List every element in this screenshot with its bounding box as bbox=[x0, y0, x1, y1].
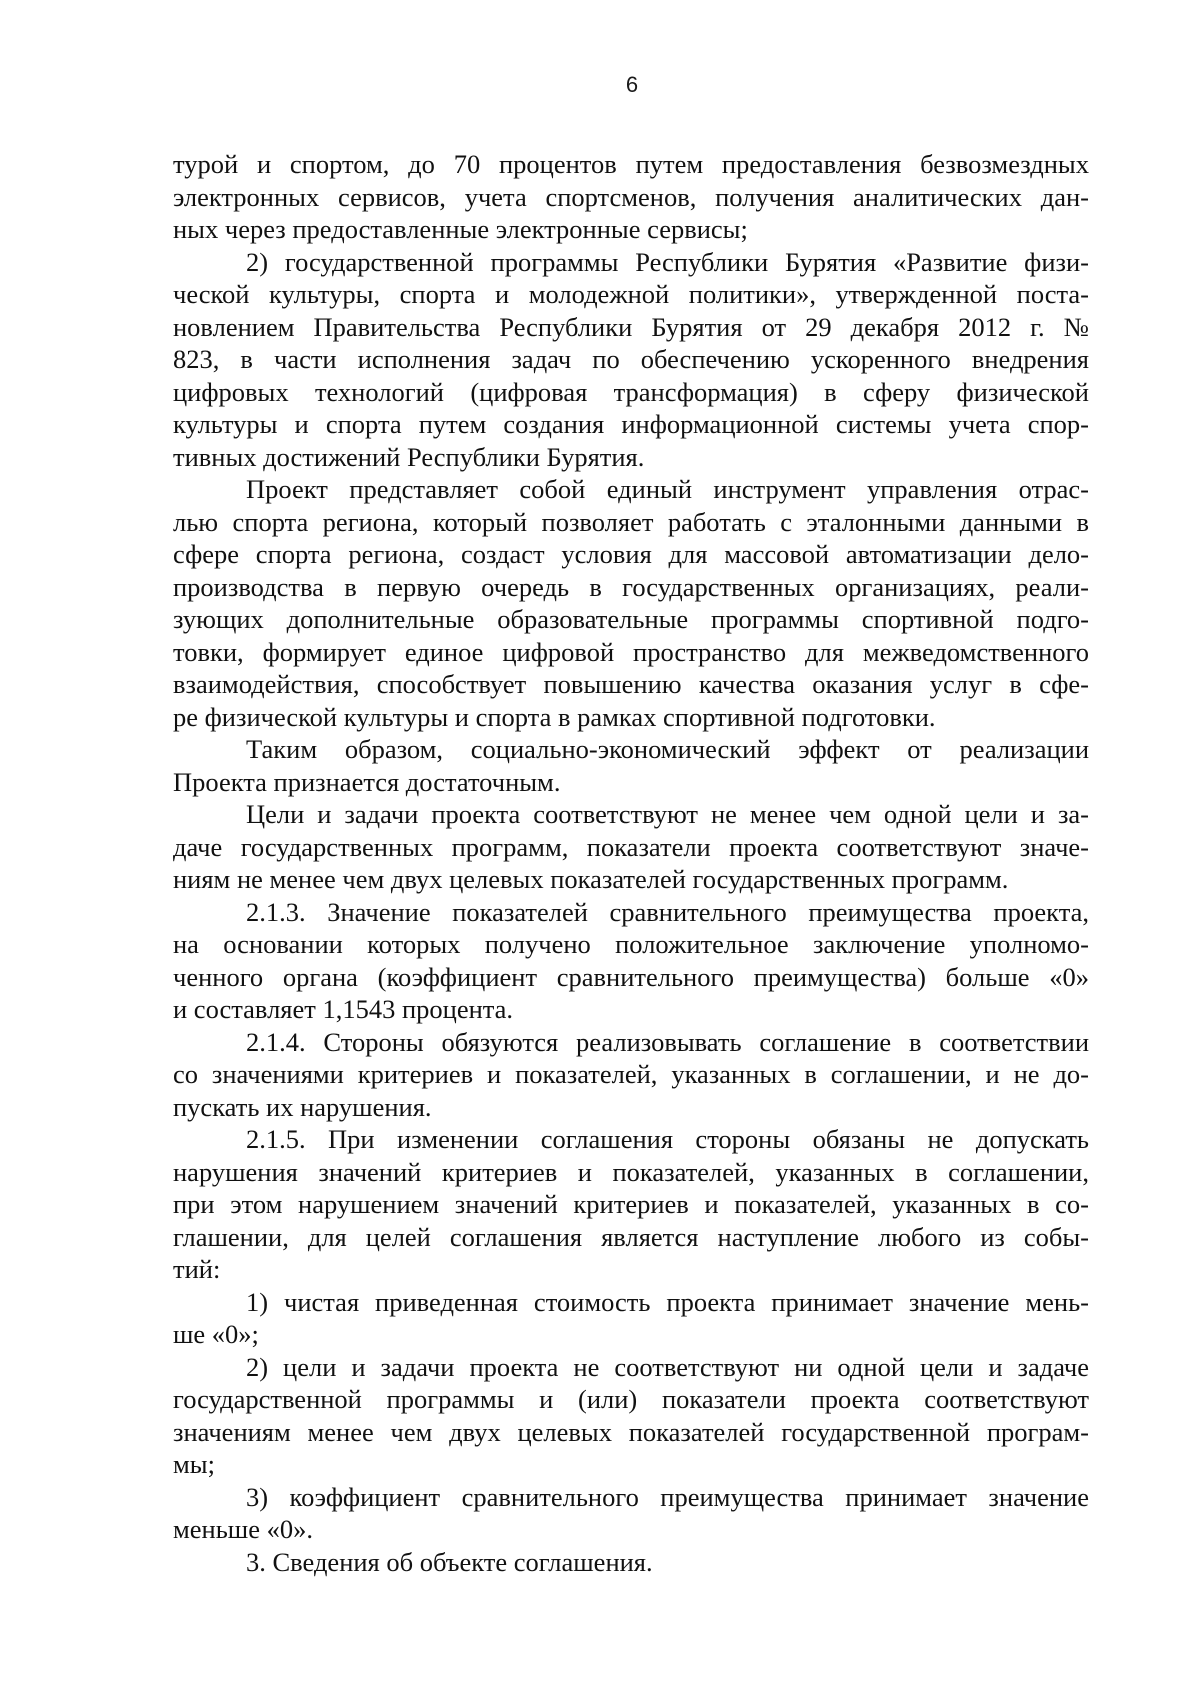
text-line: сфере спорта региона, создаст условия для массовой автоматизации дело- bbox=[173, 539, 1089, 569]
text-line: пускать их нарушения. bbox=[173, 1091, 432, 1122]
text-line: со значениями критериев и показателей, указанных в соглашении, и не до- bbox=[173, 1059, 1089, 1089]
paragraph bbox=[173, 896, 1089, 1026]
text-line: 823, в части исполнения задач по обеспечению ускоренного внедрения bbox=[173, 344, 1089, 374]
text-line: ше «0»; bbox=[173, 1319, 259, 1349]
text-line: и составляет 1,1543 процента. bbox=[173, 994, 514, 1024]
text-line: государственной программы и (или) показатели проекта соответствуют bbox=[173, 1384, 1089, 1414]
text-line: 2) цели и задачи проекта не соответствуют ни одной цели и задаче bbox=[246, 1351, 1089, 1382]
text-line: ре физической культуры и спорта в рамках спортивной подготовки. bbox=[173, 701, 936, 732]
text-line: на основании которых получено положительное заключение уполномо- bbox=[173, 929, 1089, 959]
paragraph bbox=[173, 246, 1089, 474]
text-line: 2) государственной программы Республики Бурятия «Развитие физи- bbox=[246, 246, 1089, 277]
text-line: электронных сервисов, учета спортсменов, получения аналитических дан- bbox=[173, 181, 1089, 212]
text-line: 3) коэффициент сравнительного преимущества принимает значение bbox=[246, 1481, 1089, 1512]
text-line: Проект представляет собой единый инструмент управления отрас- bbox=[246, 474, 1089, 504]
text-line: мы; bbox=[173, 1449, 215, 1479]
text-line: Цели и задачи проекта соответствуют не менее чем одной цели и за- bbox=[246, 799, 1089, 829]
paragraph bbox=[173, 1286, 1089, 1351]
text-line: ченного органа (коэффициент сравнительного преимущества) больше «0» bbox=[173, 961, 1089, 992]
text-line: товки, формирует единое цифровой пространство для межведомственного bbox=[173, 636, 1089, 667]
paragraph bbox=[173, 733, 1089, 798]
text-line: тий: bbox=[173, 1254, 221, 1284]
text-line: тивных достижений Республики Бурятия. bbox=[173, 441, 645, 472]
text-line: 2.1.5. При изменении соглашения стороны обязаны не допускать bbox=[246, 1124, 1089, 1154]
text-line: 2.1.4. Стороны обязуются реализовывать соглашение в соответствии bbox=[246, 1026, 1089, 1057]
text-line: лью спорта региона, который позволяет работать с эталонными данными в bbox=[173, 506, 1089, 537]
paragraph bbox=[173, 1351, 1089, 1481]
text-line: ных через предоставленные электронные сервисы; bbox=[173, 214, 748, 244]
text-line: Проекта признается достаточным. bbox=[173, 766, 561, 797]
text-line: даче государственных программ, показатели проекта соответствуют значе- bbox=[173, 831, 1089, 862]
text-line: 3. Сведения об объекте соглашения. bbox=[246, 1546, 653, 1577]
paragraph bbox=[173, 1026, 1089, 1124]
text-line: при этом нарушением значений критериев и показателей, указанных в со- bbox=[173, 1189, 1089, 1219]
text-line: зующих дополнительные образовательные программы спортивной подго- bbox=[173, 604, 1089, 634]
paragraph bbox=[173, 473, 1089, 733]
text-line: нарушения значений критериев и показателей, указанных в соглашении, bbox=[173, 1156, 1089, 1187]
page-number: 6 bbox=[625, 72, 639, 97]
text-line: культуры и спорта путем создания информационной системы учета спор- bbox=[173, 409, 1089, 439]
text-line: взаимодействия, способствует повышению качества оказания услуг в сфе- bbox=[173, 669, 1089, 699]
text-line: цифровых технологий (цифровая трансформация) в сферу физической bbox=[173, 376, 1089, 407]
text-line: Таким образом, социально-экономический эффект от реализации bbox=[246, 734, 1089, 764]
text-line: ческой культуры, спорта и молодежной политики», утвержденной поста- bbox=[173, 279, 1089, 309]
paragraph bbox=[173, 1481, 1089, 1546]
text-line: новлением Правительства Республики Бурятия от 29 декабря 2012 г. № bbox=[173, 311, 1089, 342]
paragraph bbox=[173, 1546, 1089, 1579]
text-line: ниям не менее чем двух целевых показателей государственных программ. bbox=[173, 864, 1009, 894]
text-line: 2.1.3. Значение показателей сравнительного преимущества проекта, bbox=[246, 896, 1089, 927]
text-line: производства в первую очередь в государственных организациях, реали- bbox=[173, 571, 1089, 602]
document-body bbox=[173, 148, 1089, 1578]
text-line: 1) чистая приведенная стоимость проекта принимает значение мень- bbox=[246, 1286, 1089, 1317]
paragraph bbox=[173, 798, 1089, 896]
text-line: турой и спортом, до 70 процентов путем предоставления безвозмездных bbox=[173, 149, 1089, 179]
text-line: значениям менее чем двух целевых показателей государственной програм- bbox=[173, 1416, 1089, 1447]
text-line: меньше «0». bbox=[173, 1514, 313, 1544]
paragraph bbox=[173, 1123, 1089, 1286]
paragraph bbox=[173, 148, 1089, 246]
text-line: глашении, для целей соглашения является наступление любого из собы- bbox=[173, 1221, 1089, 1252]
